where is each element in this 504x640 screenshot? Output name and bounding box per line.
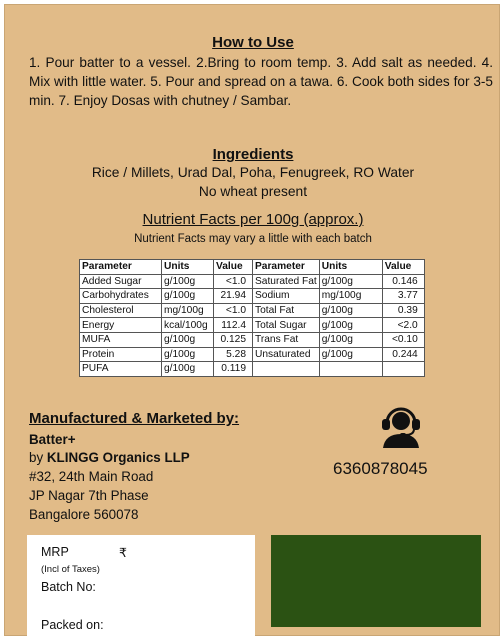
- table-cell: 3.77: [382, 289, 424, 304]
- nutrient-facts-subtitle: Nutrient Facts may vary a little with each batch: [134, 233, 372, 245]
- table-cell: Protein: [80, 347, 162, 362]
- table-header-row: [80, 260, 425, 275]
- table-cell: Cholesterol: [80, 303, 162, 318]
- table-cell: g/100g: [319, 303, 382, 318]
- table-cell: 112.4: [214, 318, 253, 333]
- contact-phone: 6360878045: [333, 459, 428, 478]
- table-cell: 0.125: [214, 332, 253, 347]
- table-cell: 5.28: [214, 347, 253, 362]
- address-line-1: #32, 24th Main Road: [29, 469, 154, 484]
- table-cell: g/100g: [162, 347, 214, 362]
- table-cell: kcal/100g: [162, 318, 214, 333]
- product-label-back: [4, 4, 500, 636]
- mrp-label: MRP: [41, 545, 69, 559]
- table-cell: [253, 362, 320, 377]
- address-line-3: Bangalore 560078: [29, 507, 139, 522]
- table-cell: <1.0: [214, 274, 253, 289]
- company-line: [29, 450, 190, 465]
- table-cell: Total Sugar: [253, 318, 320, 333]
- price-batch-box: [27, 535, 255, 639]
- table-cell: [382, 362, 424, 377]
- company-name: KLINGG Organics LLP: [46, 450, 190, 465]
- ingredients-title: Ingredients: [212, 146, 294, 163]
- table-cell: g/100g: [162, 289, 214, 304]
- table-row: [80, 289, 425, 304]
- table-cell: <1.0: [214, 303, 253, 318]
- table-row: [80, 347, 425, 362]
- table-cell: mg/100g: [319, 289, 382, 304]
- nutrient-facts-table: [79, 259, 425, 377]
- table-cell: mg/100g: [162, 303, 214, 318]
- table-row: [80, 332, 425, 347]
- table-cell: PUFA: [80, 362, 162, 377]
- table-cell: Saturated Fat: [253, 274, 320, 289]
- table-cell: Carbohydrates: [80, 289, 162, 304]
- header-cell: Value: [382, 260, 424, 275]
- manufacturer-title: Manufactured & Marketed by:: [29, 410, 240, 427]
- table-cell: Added Sugar: [80, 274, 162, 289]
- ingredients-list: Rice / Millets, Urad Dal, Poha, Fenugreek, RO Water: [91, 165, 415, 180]
- ingredients-note: No wheat present: [198, 184, 308, 199]
- header-cell: Parameter: [80, 260, 162, 275]
- green-color-block: [271, 535, 481, 627]
- table-cell: g/100g: [319, 332, 382, 347]
- table-cell: Sodium: [253, 289, 320, 304]
- table-cell: Trans Fat: [253, 332, 320, 347]
- table-row: [80, 362, 425, 377]
- header-cell: Value: [214, 260, 253, 275]
- header-cell: Units: [319, 260, 382, 275]
- table-cell: <0.10: [382, 332, 424, 347]
- table-row: [80, 274, 425, 289]
- table-cell: g/100g: [319, 318, 382, 333]
- table-cell: 0.119: [214, 362, 253, 377]
- nutrient-facts-title: Nutrient Facts per 100g (approx.): [142, 211, 364, 228]
- table-cell: Total Fat: [253, 303, 320, 318]
- table-cell: 0.39: [382, 303, 424, 318]
- table-row: [80, 318, 425, 333]
- table-cell: g/100g: [319, 347, 382, 362]
- company-prefix: by: [29, 450, 44, 465]
- header-cell: Units: [162, 260, 214, 275]
- header-cell: Parameter: [253, 260, 320, 275]
- table-cell: Energy: [80, 318, 162, 333]
- batch-number-label: Batch No:: [41, 580, 96, 594]
- table-cell: <2.0: [382, 318, 424, 333]
- table-cell: 21.94: [214, 289, 253, 304]
- rupee-symbol: ₹: [119, 546, 127, 560]
- table-cell: [319, 362, 382, 377]
- table-cell: 0.244: [382, 347, 424, 362]
- brand-name: Batter+: [29, 432, 76, 447]
- table-cell: g/100g: [162, 332, 214, 347]
- table-cell: g/100g: [162, 274, 214, 289]
- customer-support-headset-icon: [377, 402, 425, 448]
- packed-on-label: Packed on:: [41, 618, 104, 632]
- table-cell: 0.146: [382, 274, 424, 289]
- table-cell: MUFA: [80, 332, 162, 347]
- how-to-use-instructions: 1. Pour batter to a vessel. 2.Bring to room temp. 3. Add salt as needed. 4. Mix with little water. 5. Pour and spread on a tawa. 6. Cook both sides for 3-5 min. 7. Enjoy Dosas with chutney / Sambar.: [29, 55, 493, 108]
- table-row: [80, 303, 425, 318]
- tax-note: (Incl of Taxes): [41, 564, 100, 575]
- address-line-2: JP Nagar 7th Phase: [29, 488, 149, 503]
- table-cell: g/100g: [162, 362, 214, 377]
- table-cell: Unsaturated: [253, 347, 320, 362]
- how-to-use-title: How to Use: [212, 34, 294, 51]
- table-cell: g/100g: [319, 274, 382, 289]
